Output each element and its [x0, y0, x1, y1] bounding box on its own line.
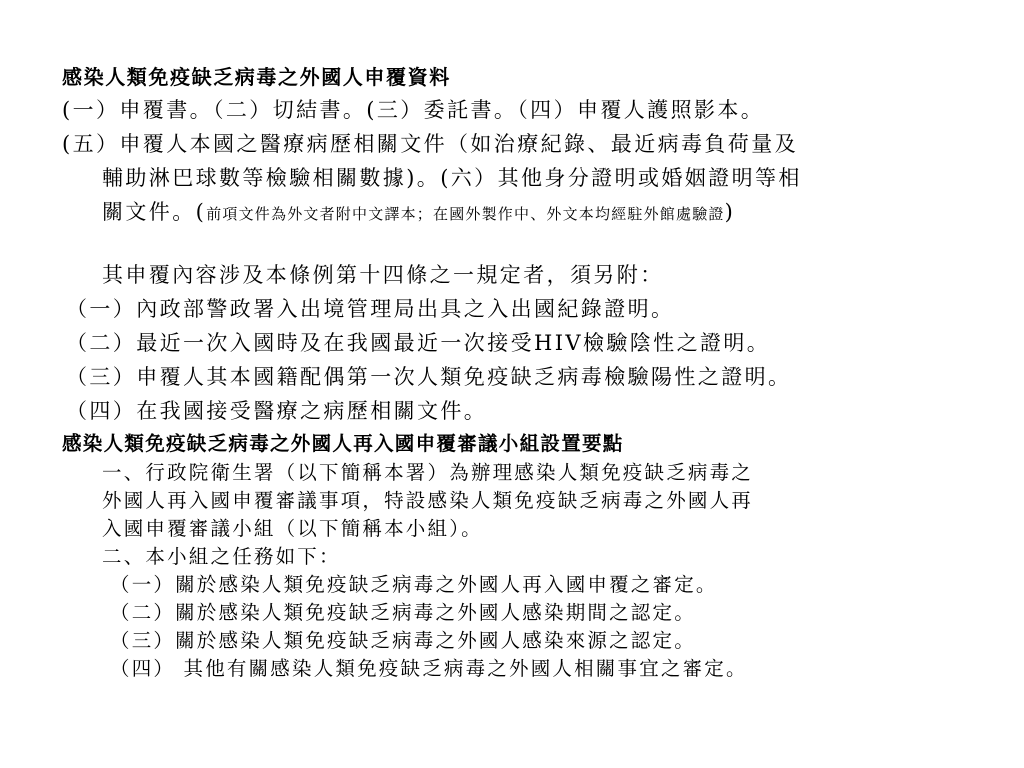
task-item: （四） 其他有關感染人類免疫缺乏病毒之外國人相關事宜之審定。: [110, 657, 748, 680]
point-intro: 二、本小組之任務如下：: [102, 545, 341, 568]
document-list-line: 輔助淋巴球數等檢驗相關數據)。(六）其他身分證明或婚姻證明等相: [102, 166, 802, 190]
task-item: （一）關於感染人類免疫缺乏病毒之外國人再入國申覆之審定。: [110, 573, 718, 596]
document-list-line: (五）申覆人本國之醫療病歷相關文件（如治療紀錄、最近病毒負荷量及: [62, 132, 798, 156]
additional-item: （二）最近一次入國時及在我國最近一次接受HIV檢驗陰性之證明。: [66, 331, 771, 355]
additional-item: （四）在我國接受醫療之病歷相關文件。: [66, 399, 488, 423]
point-line: 外國人再入國申覆審議事項，特設感染人類免疫缺乏病毒之外國人再: [102, 489, 754, 512]
additional-intro: 其申覆內容涉及本條例第十四條之一規定者，須另附：: [102, 263, 664, 287]
additional-item: （一）內政部警政署入出境管理局出具之入出國紀錄證明。: [66, 297, 675, 321]
document-list-line: (一）申覆書。（二）切結書。(三）委託書。（四）申覆人護照影本。: [62, 98, 765, 122]
task-item: （三）關於感染人類免疫缺乏病毒之外國人感染來源之認定。: [110, 629, 696, 652]
section-title: 感染人類免疫缺乏病毒之外國人再入國申覆審議小組設置要點: [62, 432, 624, 455]
point-line: 入國申覆審議小組（以下簡稱本小組）。: [102, 517, 483, 540]
task-item: （二）關於感染人類免疫缺乏病毒之外國人感染期間之認定。: [110, 601, 696, 624]
section-title: 感染人類免疫缺乏病毒之外國人申覆資料: [62, 65, 451, 89]
point-line: 一、行政院衛生署（以下簡稱本署）為辦理感染人類免疫缺乏病毒之: [102, 461, 754, 484]
additional-item: （三）申覆人其本國籍配偶第一次人類免疫缺乏病毒檢驗陽性之證明。: [66, 365, 792, 389]
document-list-text: 關文件。(: [102, 200, 207, 224]
translation-note: 前項文件為外文者附中文譯本；在國外製作中、外文本均經駐外館處驗證: [206, 205, 725, 223]
document-list-line: [102, 197, 735, 229]
closing-paren: ): [724, 200, 736, 224]
